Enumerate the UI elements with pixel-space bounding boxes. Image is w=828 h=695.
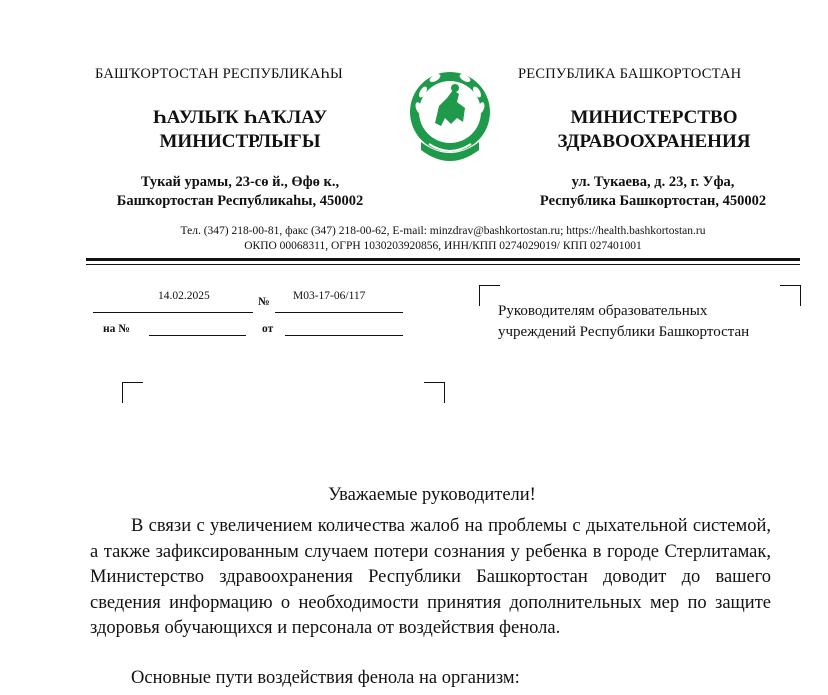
header-rule-thin <box>86 264 800 265</box>
ref-number-underline <box>149 335 246 336</box>
left-address-line1: Тукай урамы, 23-сө й., Өфө к., <box>140 174 340 190</box>
ref-from-label: от <box>262 323 274 335</box>
ref-number-label: на № <box>103 323 130 335</box>
contacts-line1: Тел. (347) 218-00-81, факс (347) 218-00-62, E-mail: minzdrav@bashkortostan.ru; https://health.bashkortostan.ru <box>180 225 706 237</box>
addressee-corner-right <box>780 285 801 306</box>
right-ministry-name <box>524 106 784 154</box>
corner-mark-top-left <box>122 382 143 403</box>
right-address <box>508 173 798 211</box>
corner-mark-top-right <box>424 382 445 403</box>
right-ministry-line1: МИНИСТЕРСТВО <box>570 107 738 128</box>
letter-paragraph-2: Основные пути воздействия фенола на организм: <box>131 668 520 688</box>
header-rule-thick <box>86 258 800 261</box>
contacts-line2: ОКПО 00068311, ОГРН 1030203920856, ИНН/КПП 0274029019/ КПП 027401001 <box>244 240 642 252</box>
addressee-corner-left <box>479 285 500 306</box>
right-ministry-line2: ЗДРАВООХРАНЕНИЯ <box>557 131 751 152</box>
left-republic-name: БАШҠОРТОСТАН РЕСПУБЛИКАҺЫ <box>95 66 343 82</box>
right-address-line1: ул. Тукаева, д. 23, г. Уфа, <box>571 174 735 190</box>
left-address <box>95 173 385 211</box>
left-ministry-name <box>110 106 370 154</box>
left-ministry-line1: ҺАУЛЫҠ ҺАҠЛАУ <box>152 107 328 128</box>
ref-from-underline <box>285 335 403 336</box>
left-ministry-line2: МИНИСТРЛЫҒЫ <box>159 131 321 152</box>
right-republic-name: РЕСПУБЛИКА БАШКОРТОСТАН <box>518 66 742 82</box>
coat-of-arms-emblem <box>405 68 495 170</box>
right-address-line2: Республика Башкортостан, 450002 <box>539 193 767 209</box>
left-address-line2: Башҡортостан Республикаһы, 450002 <box>116 193 364 209</box>
addressee-text: Руководителям образовательных учреждений Республики Башкортостан <box>498 303 750 340</box>
registration-date: 14.02.2025 <box>158 290 210 302</box>
letter-paragraph-1: В связи с увеличением количества жалоб на проблемы с дыхательной системой, а также зафиксированным случаем потери сознания у ребенка в городе Стерлитамак, Министерство здравоохранения Республики Башкортостан доводит до вашего сведения информацию о необходимости принятия дополнительных мер по защите здоровья обучающихся и персонала от воздействия фенола. <box>90 516 771 638</box>
number-underline <box>275 312 403 313</box>
letter-greeting: Уважаемые руководители! <box>328 485 536 505</box>
contacts-block <box>86 224 800 254</box>
coat-of-arms-icon <box>405 68 495 170</box>
date-underline <box>93 312 253 313</box>
registration-number-label: № <box>258 296 270 308</box>
registration-number: М03-17-06/117 <box>293 290 366 302</box>
